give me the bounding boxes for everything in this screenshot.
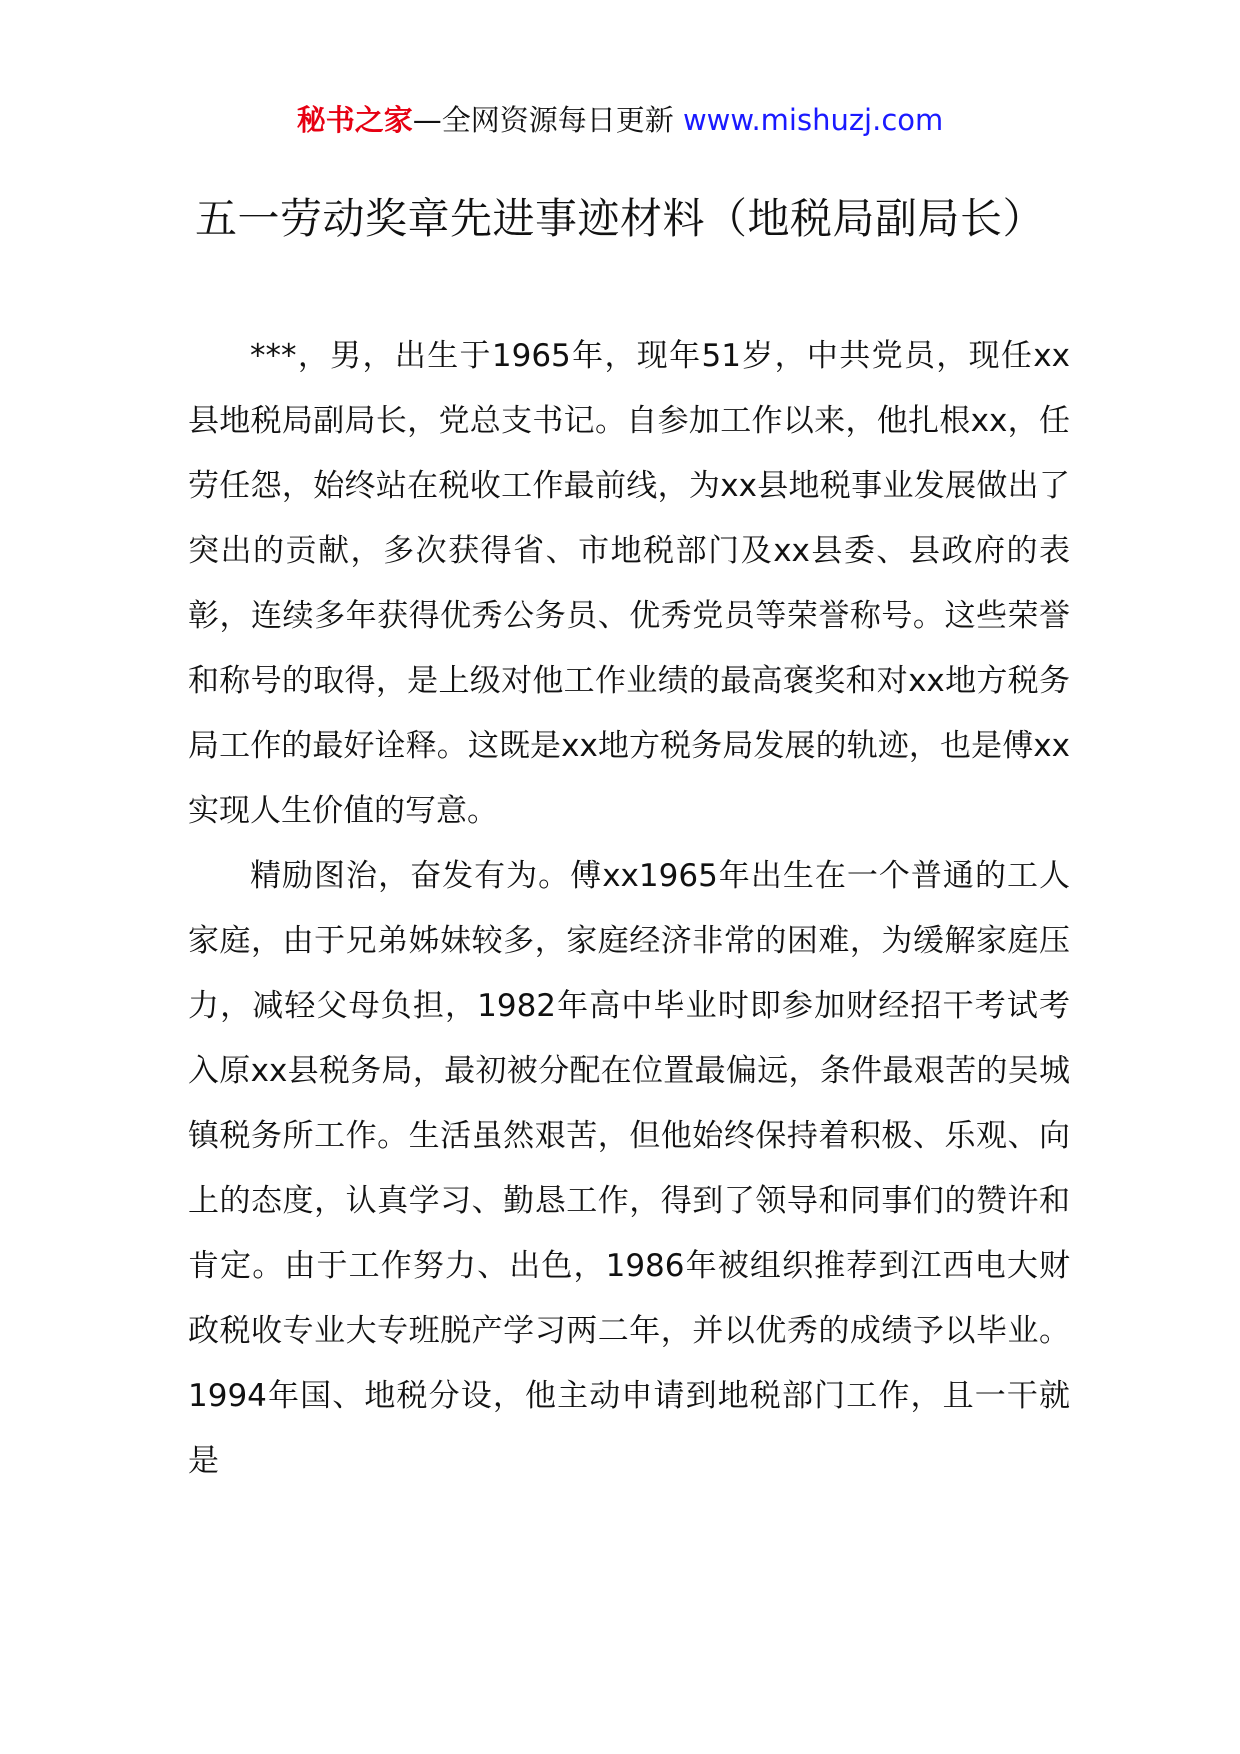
header-tagline: —全网资源每日更新 (412, 103, 683, 137)
body-paragraph: 精励图治，奋发有为。傅xx1965年出生在一个普通的工人家庭，由于兄弟姊妹较多，家庭经济非常的困难，为缓解家庭压力，减轻父母负担，1982年高中毕业时即参加财经招干考试考入原xx县税务局，最初被分配在位置最偏远，条件最艰苦的吴城镇税务所工作。生活虽然艰苦，但他始终保持着积极、乐观、向上的态度，认真学习、勤恳工作，得到了领导和同事们的赞许和肯定。由于工作努力、出色，1986年被组织推荐到江西电大财政税收专业大专班脱产学习两二年，并以优秀的成绩予以毕业。1994年国、地税分设，他主动申请到地税部门工作，且一干就是 (188, 858, 1070, 1479)
brand-name: 秘书之家 (296, 103, 413, 137)
document-body (188, 324, 1070, 1494)
body-paragraph: ***，男，出生于1965年，现年51岁，中共党员，现任xx县地税局副局长，党总支书记。自参加工作以来，他扎根xx，任劳任怨，始终站在税收工作最前线，为xx县地税事业发展做出了突出的贡献，多次获得省、市地税部门及xx县委、县政府的表彰，连续多年获得优秀公务员、优秀党员等荣誉称号。这些荣誉和称号的取得，是上级对他工作业绩的最高褒奖和对xx地方税务局工作的最好诠释。这既是xx地方税务局发展的轨迹，也是傅xx实现人生价值的写意。 (188, 338, 1070, 829)
site-header (0, 100, 1240, 140)
document-title: 五一劳动奖章先进事迹材料（地税局副局长） (194, 194, 1045, 243)
site-url-link[interactable]: www.mishuzj.com (682, 103, 944, 137)
